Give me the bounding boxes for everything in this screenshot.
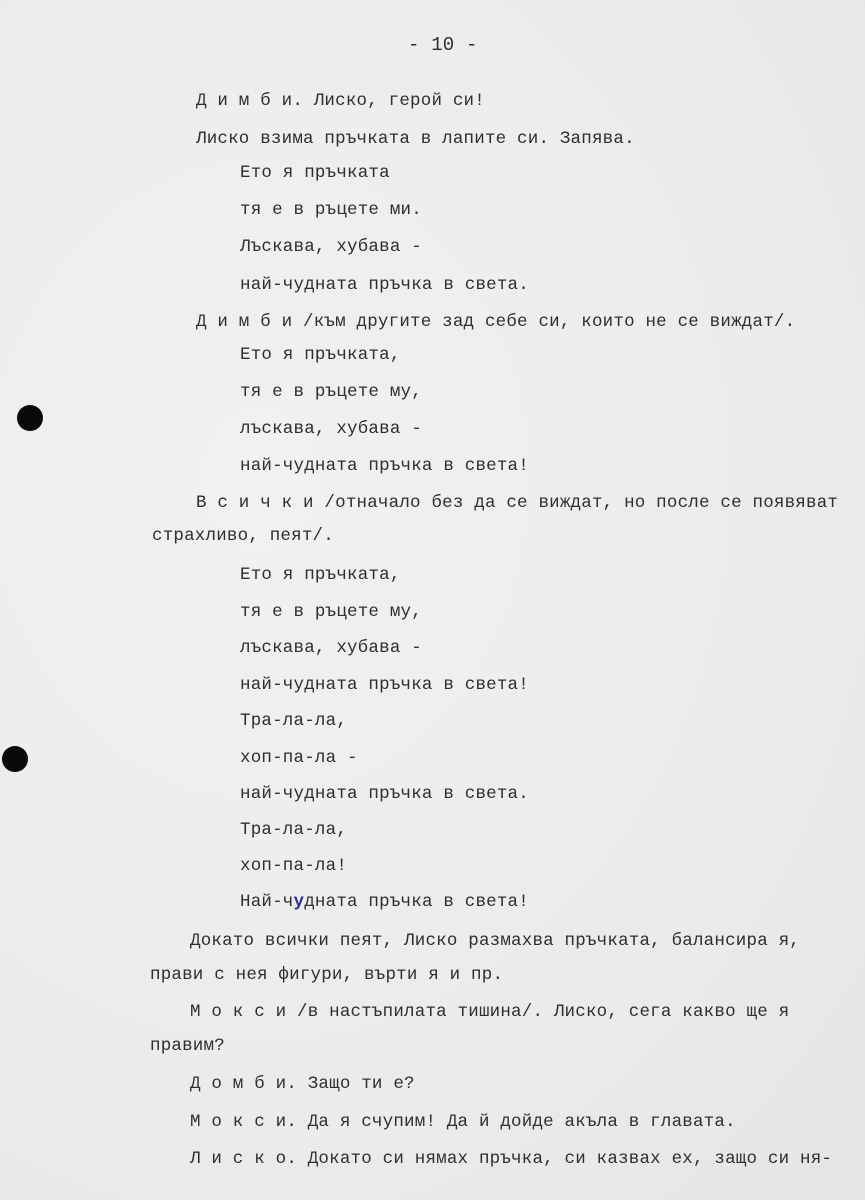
text-segment: Най-ч [240, 892, 294, 912]
text-line: най-чудната пръчка в света! [240, 456, 529, 476]
punch-hole-top [17, 405, 43, 431]
text-line: лъскава, хубава - [240, 419, 422, 439]
text-line: Лъскава, хубава - [240, 237, 422, 257]
text-segment: дната пръчка в света! [304, 892, 529, 912]
text-line: най-чудната пръчка в света! [240, 675, 529, 695]
text-line: страхливо, пеят/. [152, 526, 334, 546]
text-line: хоп-па-ла! [240, 856, 348, 876]
text-line-with-correction [240, 890, 529, 914]
text-line: Докато всички пеят, Лиско размахва пръчката, балансира я, [190, 931, 800, 951]
text-line: прави с нея фигури, върти я и пр. [150, 965, 504, 985]
text-line: тя е в ръцете му, [240, 602, 422, 622]
text-line: лъскава, хубава - [240, 638, 422, 658]
text-line: М о к с и. Да я счупим! Да й дойде акъла в главата. [190, 1112, 736, 1132]
punch-hole-bottom [2, 746, 28, 772]
text-line: най-чудната пръчка в света. [240, 784, 529, 804]
text-line: Тра-ла-ла, [240, 820, 348, 840]
text-line: Д и м б и. Лиско, герой си! [196, 91, 485, 111]
text-line: най-чудната пръчка в света. [240, 275, 529, 295]
text-line: хоп-па-ла - [240, 748, 358, 768]
text-line: В с и ч к и /отначало без да се виждат, но после се появяват [196, 493, 839, 513]
text-line: Ето я пръчката, [240, 565, 401, 585]
text-line: Лиско взима пръчката в лапите си. Запява. [196, 129, 635, 149]
text-line: Д о м б и. Защо ти е? [190, 1074, 415, 1094]
text-line: Ето я пръчката [240, 163, 390, 183]
text-line: тя е в ръцете му, [240, 382, 422, 402]
text-line: Л и с к о. Докато си нямах пръчка, си казвах ех, защо си ня- [190, 1149, 833, 1169]
text-line: М о к с и /в настъпилата тишина/. Лиско, сега какво ще я [190, 1002, 790, 1022]
handwritten-correction: у [293, 892, 305, 912]
page-number: - 10 - [408, 34, 478, 56]
text-line: правим? [150, 1036, 225, 1056]
text-line: Тра-ла-ла, [240, 711, 348, 731]
text-line: Д и м б и /към другите зад себе си, които не се виждат/. [196, 312, 796, 332]
text-line: Ето я пръчката, [240, 345, 401, 365]
text-line: тя е в ръцете ми. [240, 200, 422, 220]
